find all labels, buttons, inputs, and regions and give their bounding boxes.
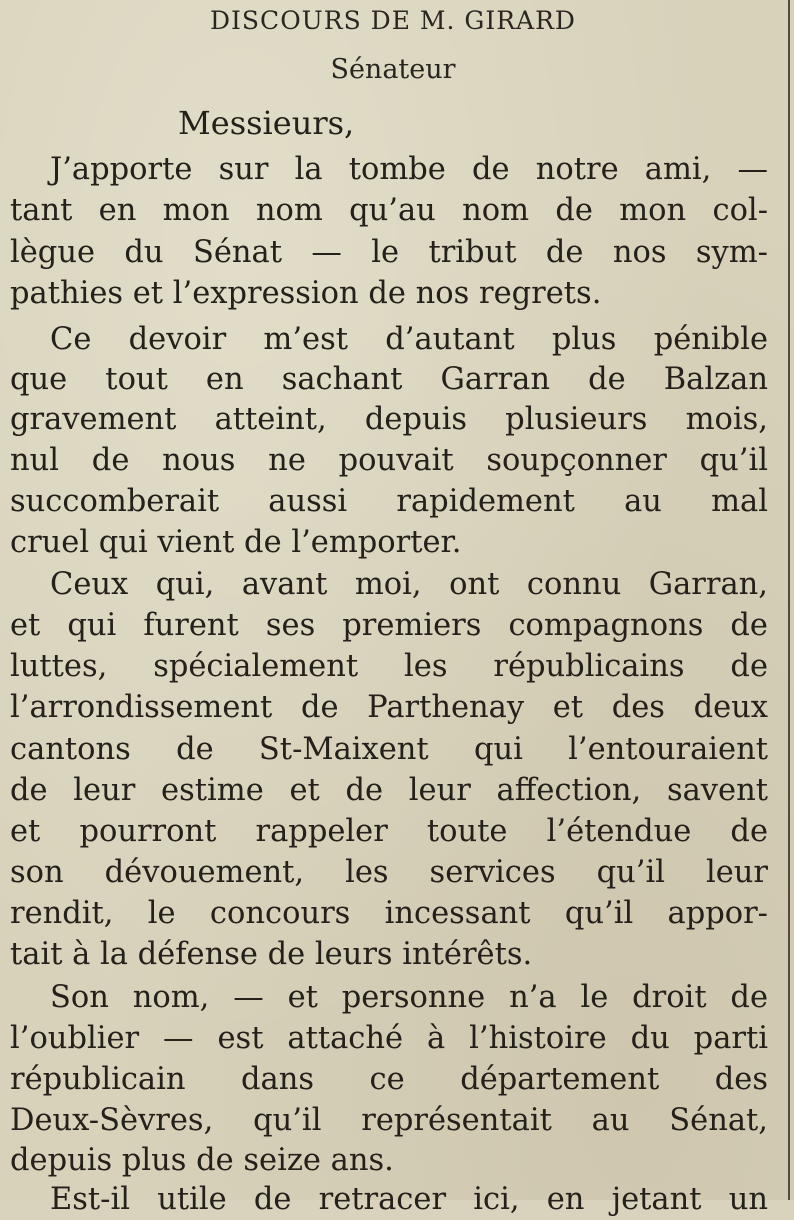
text-line: pathies et l’expression de nos regrets.	[10, 276, 602, 311]
text-line: succomberait aussi rapidement au mal	[10, 484, 768, 519]
text-line: tant en mon nom qu’au nom de mon col-	[10, 193, 768, 228]
text-line: nul de nous ne pouvait soupçonner qu’il	[10, 443, 768, 478]
text-line: depuis plus de seize ans.	[10, 1143, 394, 1178]
text-line: gravement atteint, depuis plusieurs mois,	[10, 402, 768, 437]
text-line: tait à la défense de leurs intérêts.	[10, 937, 533, 972]
cutoff-text-line: Est-il utile de retracer ici, en jetant un	[50, 1182, 768, 1217]
text-line: rendit, le concours incessant qu’il appor-	[10, 896, 768, 931]
text-line: Son nom, — et personne n’a le droit de	[50, 980, 768, 1015]
salutation: Messieurs,	[178, 104, 355, 142]
text-line: Ce devoir m’est d’autant plus pénible	[50, 322, 768, 357]
text-line: républicain dans ce département des	[10, 1062, 768, 1097]
text-line: Deux-Sèvres, qu’il représentait au Sénat,	[10, 1103, 768, 1138]
text-line: l’arrondissement de Parthenay et des deux	[10, 690, 768, 725]
text-line: cantons de St-Maixent qui l’entouraient	[10, 732, 768, 767]
article-title: DISCOURS DE M. GIRARD	[210, 6, 576, 35]
text-line: son dévouement, les services qu’il leur	[10, 855, 768, 890]
text-line: cruel qui vient de l’emporter.	[10, 525, 462, 560]
text-line: luttes, spécialement les républicains de	[10, 649, 768, 684]
text-line: de leur estime et de leur affection, savent	[10, 773, 768, 808]
text-line: Ceux qui, avant moi, ont connu Garran,	[50, 567, 768, 602]
text-line: l’oublier — est attaché à l’histoire du parti	[10, 1021, 768, 1056]
text-line: lègue du Sénat — le tribut de nos sym-	[10, 235, 768, 270]
article-subtitle: Sénateur	[330, 54, 456, 85]
text-line: que tout en sachant Garran de Balzan	[10, 362, 768, 397]
column-rule	[788, 0, 790, 1200]
text-line: et qui furent ses premiers compagnons de	[10, 608, 768, 643]
text-line: et pourront rappeler toute l’étendue de	[10, 814, 768, 849]
text-line: J’apporte sur la tombe de notre ami, —	[50, 152, 768, 187]
